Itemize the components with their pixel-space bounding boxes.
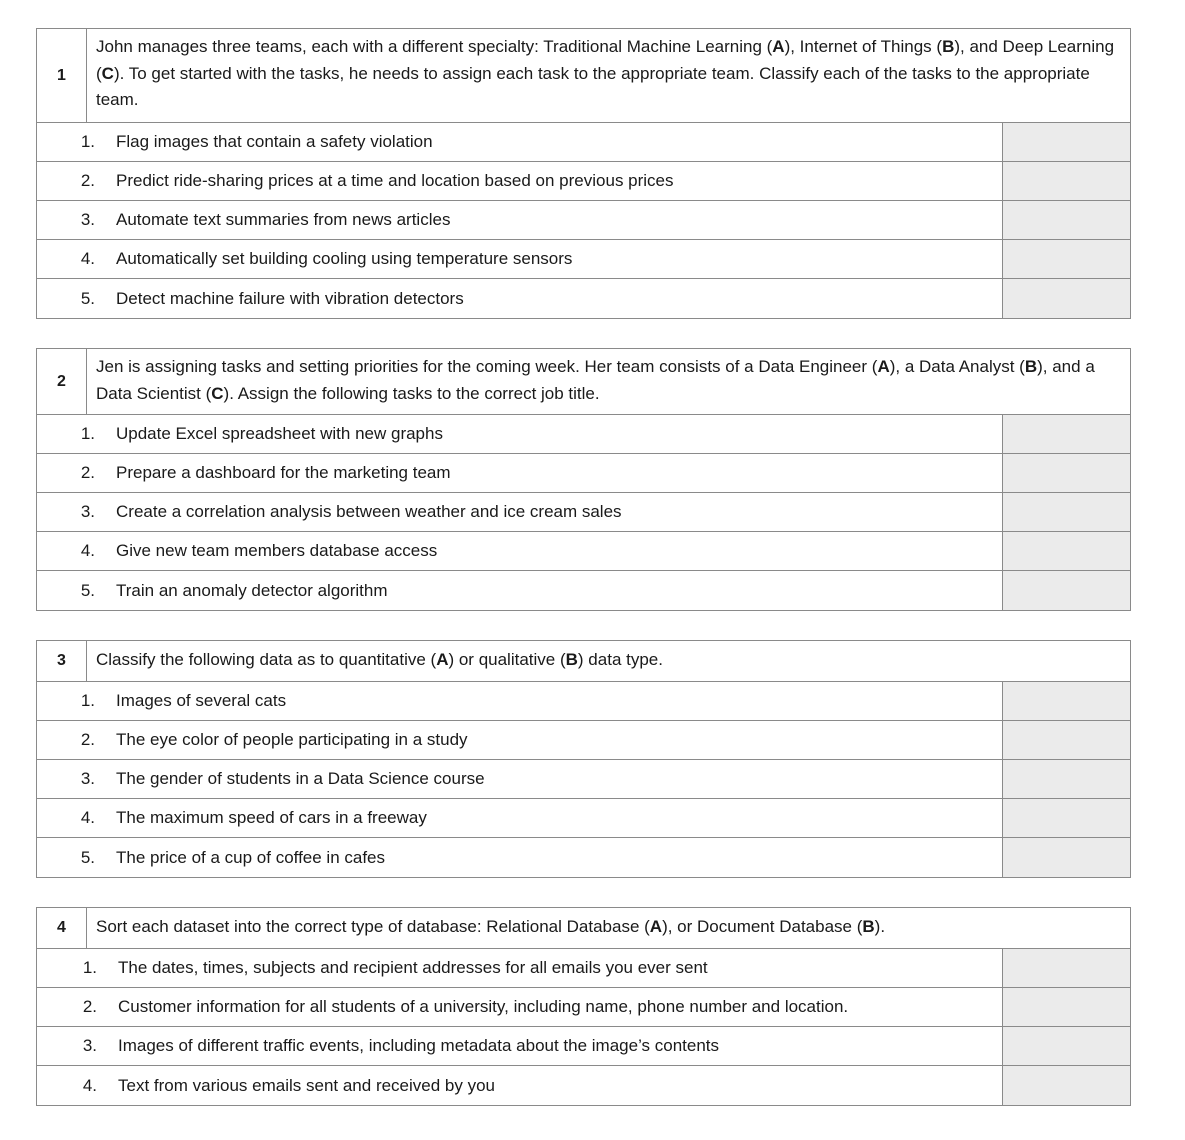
item-index: 5.	[80, 847, 95, 867]
task-row	[37, 532, 1130, 571]
task-row	[37, 279, 1130, 318]
task-row	[37, 162, 1130, 201]
item-index: 4.	[80, 249, 95, 268]
item-index: 1.	[82, 958, 97, 977]
item-index: 1.	[80, 132, 95, 151]
task-row	[37, 1066, 1130, 1105]
item-index: 3.	[80, 502, 95, 521]
task-row	[37, 799, 1130, 838]
item-text: Flag images that contain a safety violation	[116, 132, 433, 151]
item-text: Create a correlation analysis between weather and ice cream sales	[116, 502, 622, 521]
item-text: Customer information for all students of a university, including name, phone number and location.	[118, 997, 849, 1016]
item-text: The eye color of people participating in a study	[116, 730, 468, 749]
task-row	[37, 493, 1130, 532]
item-index: 5.	[80, 288, 95, 308]
task-row	[37, 949, 1130, 988]
answer-cell[interactable]	[1003, 682, 1130, 720]
answer-cell[interactable]	[1003, 454, 1130, 492]
question-number: 1	[37, 29, 87, 122]
item-index: 3.	[82, 1036, 97, 1055]
item-index: 2.	[80, 463, 95, 482]
question-number: 3	[37, 641, 87, 681]
question-block-3	[36, 640, 1131, 878]
item-index: 3.	[80, 769, 95, 788]
task-row	[37, 682, 1130, 721]
item-text: The dates, times, subjects and recipient addresses for all emails you ever sent	[118, 958, 708, 977]
item-index: 4.	[80, 541, 95, 560]
question-header	[37, 349, 1130, 415]
answer-cell[interactable]	[1003, 1066, 1130, 1105]
item-text: Images of different traffic events, including metadata about the image’s contents	[118, 1036, 720, 1055]
task-row	[37, 454, 1130, 493]
task-row	[37, 838, 1130, 877]
question-prompt: Classify the following data as to quantitative (A) or qualitative (B) data type.	[96, 650, 663, 669]
question-number: 2	[37, 349, 87, 414]
task-row	[37, 123, 1130, 162]
answer-cell[interactable]	[1003, 493, 1130, 531]
item-text: Update Excel spreadsheet with new graphs	[116, 424, 443, 443]
answer-cell[interactable]	[1003, 240, 1130, 278]
item-index: 5.	[80, 580, 95, 600]
question-header	[37, 29, 1130, 123]
task-row	[37, 1027, 1130, 1066]
answer-cell[interactable]	[1003, 760, 1130, 798]
task-row	[37, 760, 1130, 799]
item-index: 2.	[80, 171, 95, 190]
answer-cell[interactable]	[1003, 415, 1130, 453]
item-text: The gender of students in a Data Science course	[116, 769, 485, 788]
answer-cell[interactable]	[1003, 532, 1130, 570]
item-text: The price of a cup of coffee in cafes	[116, 847, 386, 867]
item-index: 1.	[80, 691, 95, 710]
item-text: Automate text summaries from news articles	[116, 210, 451, 229]
item-index: 4.	[82, 1075, 97, 1095]
task-row	[37, 988, 1130, 1027]
task-row	[37, 571, 1130, 610]
item-text: Train an anomaly detector algorithm	[116, 580, 388, 600]
answer-cell[interactable]	[1003, 721, 1130, 759]
answer-cell[interactable]	[1003, 279, 1130, 318]
answer-cell[interactable]	[1003, 201, 1130, 239]
item-text: The maximum speed of cars in a freeway	[116, 808, 427, 827]
task-row	[37, 201, 1130, 240]
item-index: 2.	[80, 730, 95, 749]
answer-cell[interactable]	[1003, 988, 1130, 1026]
task-row	[37, 721, 1130, 760]
answer-cell[interactable]	[1003, 838, 1130, 877]
item-text: Images of several cats	[116, 691, 287, 710]
item-index: 3.	[80, 210, 95, 229]
item-index: 1.	[80, 424, 95, 443]
answer-cell[interactable]	[1003, 949, 1130, 987]
question-header	[37, 641, 1130, 682]
question-block-4	[36, 907, 1131, 1106]
question-header	[37, 908, 1130, 949]
question-prompt: Sort each dataset into the correct type of database: Relational Database (A), or Document Database (B).	[96, 917, 886, 936]
answer-cell[interactable]	[1003, 571, 1130, 610]
answer-cell[interactable]	[1003, 123, 1130, 161]
item-text: Prepare a dashboard for the marketing team	[116, 463, 451, 482]
item-text: Predict ride-sharing prices at a time and location based on previous prices	[116, 171, 674, 190]
question-prompt: John manages three teams, each with a different specialty: Traditional Machine Learning (A), Internet of Things (B), and Deep Learning (C). To get started with the tasks, he needs to assign each task to the appropriate team. Classify each of the tasks to the appropriate team.	[96, 37, 1115, 109]
task-row	[37, 415, 1130, 454]
item-text: Automatically set building cooling using temperature sensors	[116, 249, 573, 268]
question-prompt: Jen is assigning tasks and setting priorities for the coming week. Her team consists of a Data Engineer (A), a Data Analyst (B), and a Data Scientist (C). Assign the following tasks to the correct job title.	[96, 357, 1095, 403]
item-index: 2.	[82, 997, 97, 1016]
question-block-2	[36, 348, 1131, 611]
task-row	[37, 240, 1130, 279]
answer-cell[interactable]	[1003, 799, 1130, 837]
item-index: 4.	[80, 808, 95, 827]
item-text: Text from various emails sent and received by you	[118, 1075, 496, 1095]
question-block-1	[36, 28, 1131, 319]
item-text: Give new team members database access	[116, 541, 438, 560]
question-number: 4	[37, 908, 87, 948]
item-text: Detect machine failure with vibration detectors	[116, 288, 464, 308]
answer-cell[interactable]	[1003, 1027, 1130, 1065]
answer-cell[interactable]	[1003, 162, 1130, 200]
